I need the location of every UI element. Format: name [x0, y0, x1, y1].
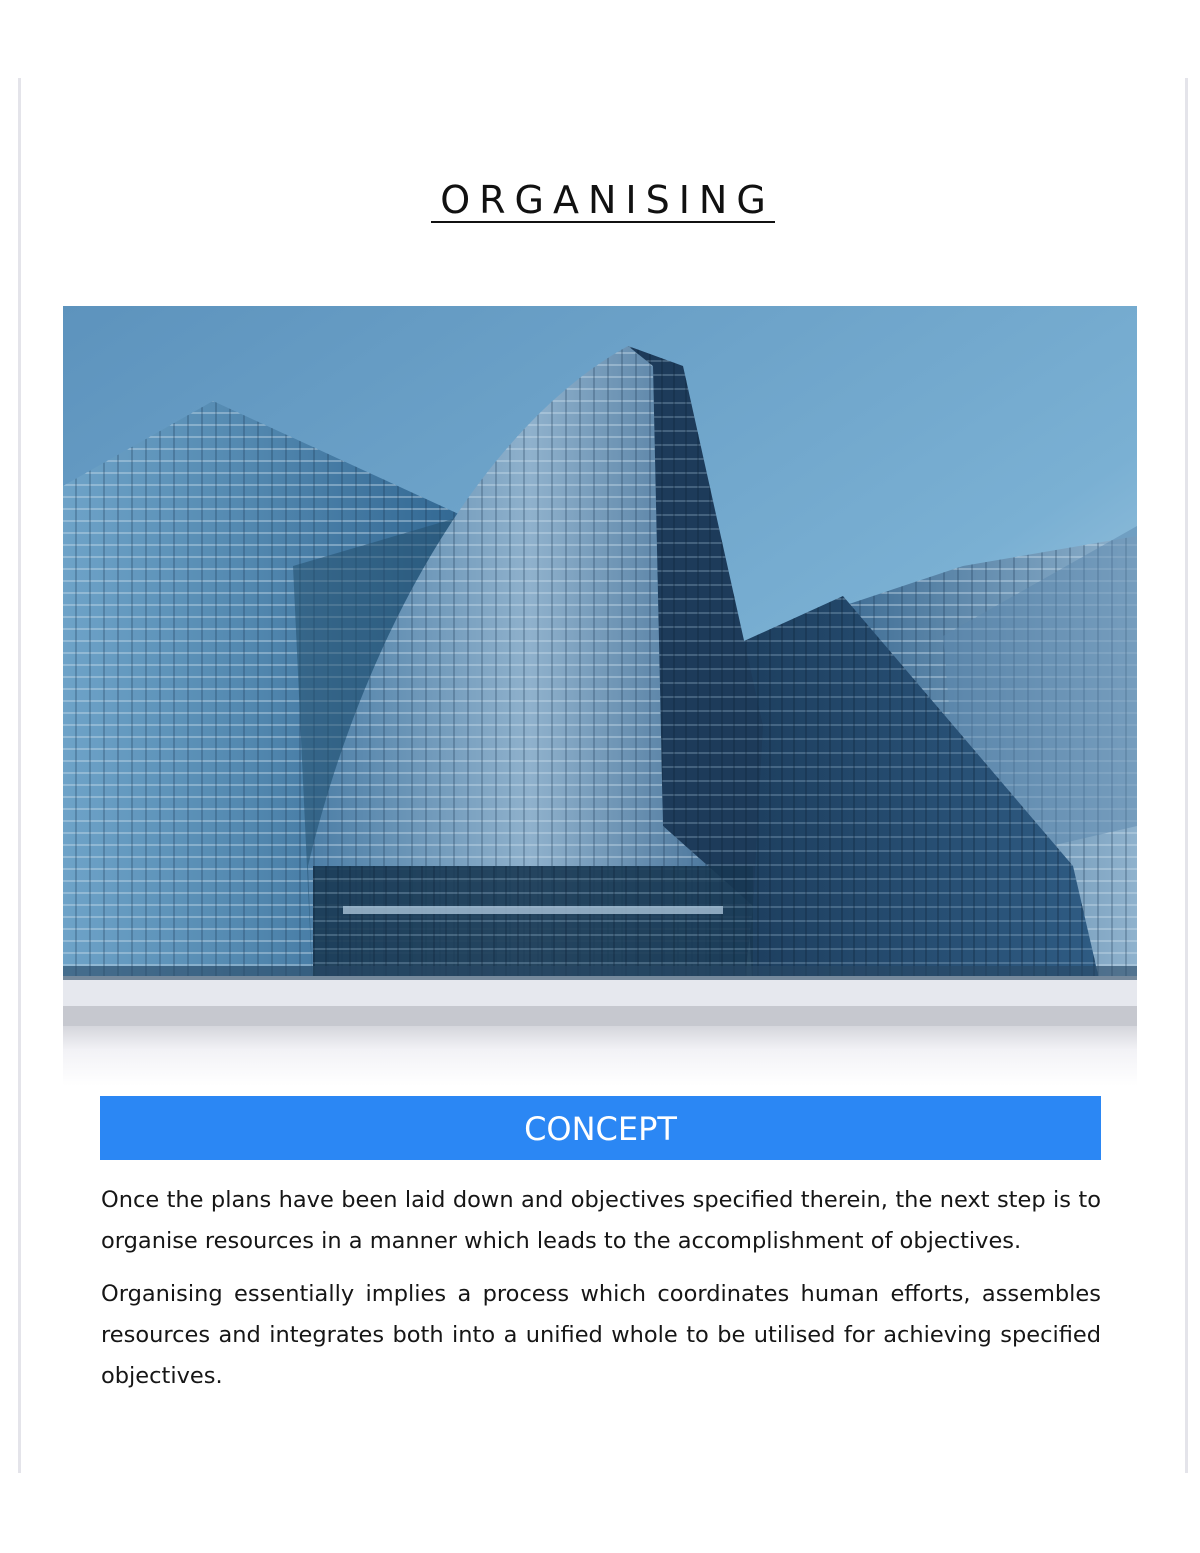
page-title [21, 178, 1185, 223]
skyscrapers-illustration [63, 306, 1137, 1026]
page-title-text: ORGANISING [431, 181, 775, 223]
skyscrapers-image [63, 306, 1137, 1026]
concept-body [101, 1180, 1101, 1409]
paragraph-2: Organising essentially implies a process which coordinates human efforts, assembles resources and integrates both into a unified whole to be utilised for achieving specified objectives. [101, 1281, 1101, 1389]
document-page [18, 78, 1188, 1473]
section-heading-banner: CONCEPT [100, 1096, 1101, 1160]
image-reflection [63, 1026, 1137, 1086]
paragraph-1: Once the plans have been laid down and objectives specified therein, the next step is to organise resources in a manner which leads to the accomplishment of objectives. [101, 1187, 1101, 1254]
